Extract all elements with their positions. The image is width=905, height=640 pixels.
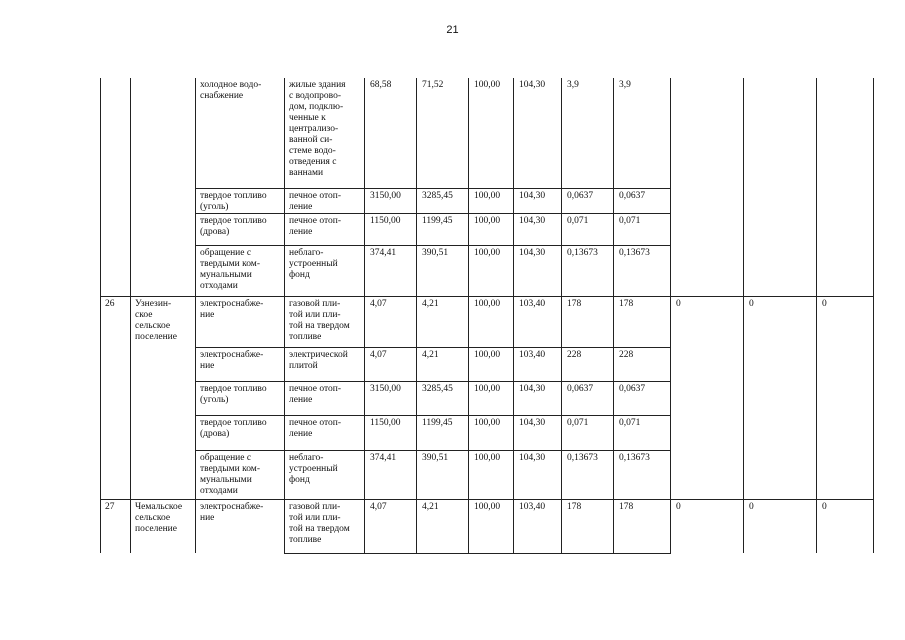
value-cell: 4,21 xyxy=(417,499,469,553)
value-cell: 0,13673 xyxy=(562,245,614,296)
value-cell: 0,071 xyxy=(562,415,614,450)
consumer-cell: неблаго- устроенный фонд xyxy=(285,450,365,499)
value-cell: 0,0637 xyxy=(562,381,614,415)
consumer-cell: газовой пли- той или пли- той на твердом топливе xyxy=(285,296,365,347)
value-cell: 0,0637 xyxy=(614,381,671,415)
value-cell: 3285,45 xyxy=(417,188,469,213)
value-cell xyxy=(671,78,744,296)
value-cell: 0,13673 xyxy=(614,245,671,296)
value-cell: 0 xyxy=(671,296,744,499)
value-cell: 3,9 xyxy=(614,78,671,188)
value-cell: 0,071 xyxy=(614,213,671,245)
value-cell: 100,00 xyxy=(469,188,514,213)
table-row xyxy=(101,499,874,553)
tariff-table xyxy=(100,78,874,554)
value-cell: 103,40 xyxy=(514,499,562,553)
service-cell: твердое топливо (дрова) xyxy=(196,213,285,245)
row-number-cell: 26 xyxy=(101,296,131,499)
value-cell: 374,41 xyxy=(365,245,417,296)
value-cell: 100,00 xyxy=(469,450,514,499)
service-cell: электроснабже- ние xyxy=(196,296,285,347)
consumer-cell: неблаго- устроенный фонд xyxy=(285,245,365,296)
value-cell: 4,21 xyxy=(417,347,469,381)
value-cell: 104,30 xyxy=(514,78,562,188)
value-cell: 178 xyxy=(614,499,671,553)
table-row xyxy=(101,296,874,347)
value-cell: 1150,00 xyxy=(365,415,417,450)
value-cell: 0 xyxy=(744,296,817,499)
value-cell: 178 xyxy=(562,296,614,347)
value-cell: 1199,45 xyxy=(417,213,469,245)
value-cell: 3,9 xyxy=(562,78,614,188)
row-number-cell xyxy=(101,78,131,296)
value-cell: 390,51 xyxy=(417,245,469,296)
settlement-cell xyxy=(131,78,196,296)
service-cell: электроснабже- ние xyxy=(196,499,285,553)
consumer-cell: электрической плитой xyxy=(285,347,365,381)
value-cell: 100,00 xyxy=(469,78,514,188)
consumer-cell: печное отоп- ление xyxy=(285,381,365,415)
consumer-cell: печное отоп- ление xyxy=(285,415,365,450)
service-cell: твердое топливо (уголь) xyxy=(196,188,285,213)
value-cell: 3150,00 xyxy=(365,188,417,213)
service-cell: электроснабже- ние xyxy=(196,347,285,381)
service-cell: твердое топливо (дрова) xyxy=(196,415,285,450)
value-cell: 100,00 xyxy=(469,213,514,245)
value-cell: 4,07 xyxy=(365,296,417,347)
value-cell: 4,07 xyxy=(365,499,417,553)
value-cell xyxy=(744,78,817,296)
value-cell: 0,13673 xyxy=(614,450,671,499)
value-cell: 4,07 xyxy=(365,347,417,381)
value-cell: 100,00 xyxy=(469,347,514,381)
value-cell: 0 xyxy=(817,499,874,553)
value-cell: 0 xyxy=(744,499,817,553)
service-cell: обращение с твердыми ком- мунальными отходами xyxy=(196,245,285,296)
table-row xyxy=(101,78,874,188)
value-cell: 1199,45 xyxy=(417,415,469,450)
consumer-cell: печное отоп- ление xyxy=(285,188,365,213)
value-cell: 3150,00 xyxy=(365,381,417,415)
value-cell: 178 xyxy=(614,296,671,347)
value-cell: 1150,00 xyxy=(365,213,417,245)
value-cell: 228 xyxy=(614,347,671,381)
consumer-cell: жилые здания с водопрово- дом, подклю- ченные к централизо- ванной си- стеме водо- отведения с ваннами xyxy=(285,78,365,188)
value-cell: 178 xyxy=(562,499,614,553)
value-cell: 104,30 xyxy=(514,381,562,415)
value-cell: 103,40 xyxy=(514,296,562,347)
service-cell: обращение с твердыми ком- мунальными отходами xyxy=(196,450,285,499)
value-cell: 100,00 xyxy=(469,381,514,415)
value-cell: 0,071 xyxy=(614,415,671,450)
value-cell: 100,00 xyxy=(469,415,514,450)
value-cell: 0 xyxy=(671,499,744,553)
value-cell: 0,071 xyxy=(562,213,614,245)
value-cell: 100,00 xyxy=(469,245,514,296)
value-cell: 0 xyxy=(817,296,874,499)
consumer-cell: газовой пли- той или пли- той на твердом топливе xyxy=(285,499,365,553)
value-cell: 103,40 xyxy=(514,347,562,381)
row-number-cell: 27 xyxy=(101,499,131,553)
value-cell: 104,30 xyxy=(514,213,562,245)
value-cell: 4,21 xyxy=(417,296,469,347)
value-cell: 374,41 xyxy=(365,450,417,499)
settlement-cell: Чемальское сельское поселение xyxy=(131,499,196,553)
value-cell: 100,00 xyxy=(469,499,514,553)
value-cell: 100,00 xyxy=(469,296,514,347)
value-cell: 3285,45 xyxy=(417,381,469,415)
value-cell: 0,0637 xyxy=(562,188,614,213)
page-number: 21 xyxy=(446,24,459,36)
value-cell: 390,51 xyxy=(417,450,469,499)
service-cell: твердое топливо (уголь) xyxy=(196,381,285,415)
settlement-cell: Узнезин- ское сельское поселение xyxy=(131,296,196,499)
value-cell: 104,30 xyxy=(514,415,562,450)
consumer-cell: печное отоп- ление xyxy=(285,213,365,245)
value-cell: 104,30 xyxy=(514,450,562,499)
value-cell: 68,58 xyxy=(365,78,417,188)
value-cell: 71,52 xyxy=(417,78,469,188)
value-cell: 228 xyxy=(562,347,614,381)
value-cell: 104,30 xyxy=(514,188,562,213)
value-cell: 0,0637 xyxy=(614,188,671,213)
value-cell: 104,30 xyxy=(514,245,562,296)
value-cell: 0,13673 xyxy=(562,450,614,499)
value-cell xyxy=(817,78,874,296)
service-cell: холодное водо- снабжение xyxy=(196,78,285,188)
